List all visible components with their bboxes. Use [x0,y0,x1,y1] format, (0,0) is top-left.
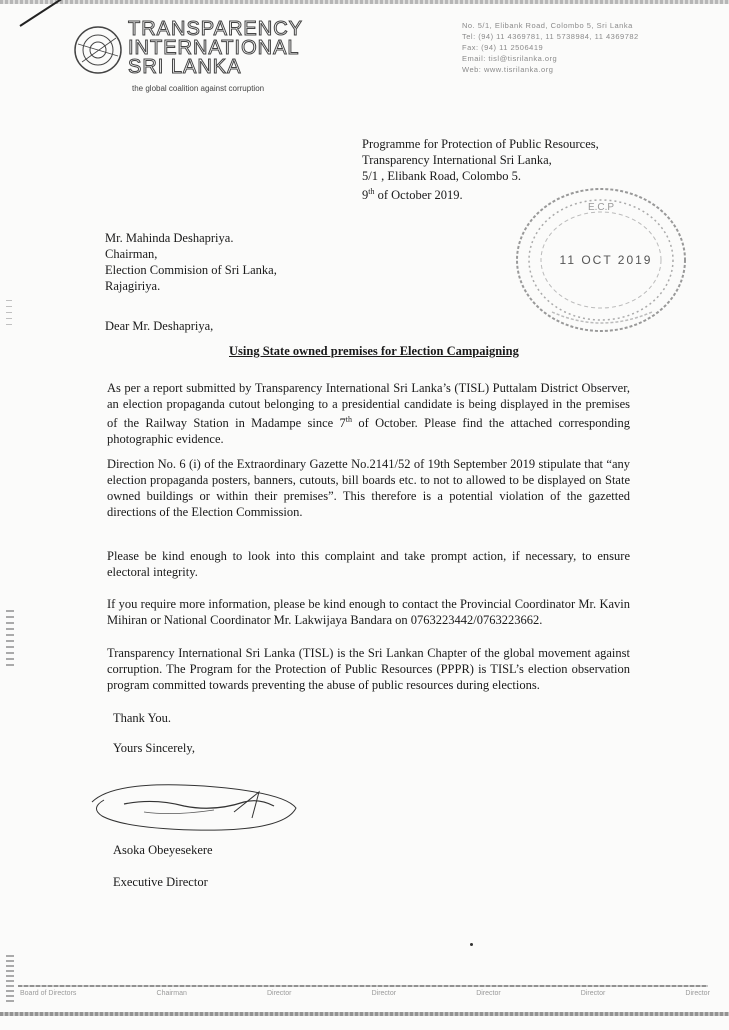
org-name-line1: TRANSPARENCY [128,18,303,40]
footer-item: Director [685,990,710,997]
date-day: 9 [362,188,369,203]
org-name-line3: SRI LANKA [128,56,242,78]
footer-item: Director [266,990,292,997]
letterhead-logo [72,18,312,98]
signer-name: Asoka Obeyesekere [113,843,213,857]
date-suffix: th [368,187,375,196]
recipient-name: Mr. Mahinda Deshapriya. [105,231,234,245]
scan-speck [470,943,473,946]
received-stamp-icon [512,184,690,336]
closing-yours: Yours Sincerely, [113,741,195,755]
signer-title: Executive Director [113,875,208,889]
body-paragraph-5: Transparency International Sri Lanka (TISL) is the Sri Lankan Chapter of the global movement against corruption. The Program for the Protection of Public Resources (PPPR) is TISL’s election observation program committed towards preventing the abuse of public resources during elections. [107,646,630,692]
footer-divider [18,985,708,987]
date-rest: of October 2019. [374,188,463,203]
p1-superscript: th [345,415,353,424]
letterhead-contact [462,20,692,75]
footer-item: Director [580,990,606,997]
body-paragraph-4: If you require more information, please be kind enough to contact the Provincial Coordinator Mr. Kavin Mihiran or National Coordinator Mr. Lakwijaya Bandara on 0763223442/0763223662. [107,597,630,627]
footer-item: Director [476,990,501,997]
ti-logo-icon [72,24,124,76]
sender-line2: Transparency International Sri Lanka, [362,153,552,167]
sender-line3: 5/1 , Elibank Road, Colombo 5. [362,169,522,183]
org-name [128,20,303,77]
contact-tel: Tel: (94) 11 4369781, 11 5738984, 11 4369782 [462,32,639,41]
contact-fax: Fax: (94) 11 2506419 [462,43,544,52]
pen-mark [19,0,70,27]
salutation: Dear Mr. Deshapriya, [105,319,214,333]
org-name-line2: INTERNATIONAL [128,37,300,59]
scan-bottom-edge [0,1012,729,1016]
footer-item: Board of Directors [20,990,77,997]
body-paragraph-3: Please be kind enough to look into this complaint and take prompt action, if necessary, to ensure electoral integrity. [107,549,630,579]
p1-text-a: As per a report submitted by Transparency International Sri Lanka’s (TISL) Puttalam District Observer, an election propaganda cutout belonging to a presidential candidate is being displayed in the premises of the Railway Station in Madampe since 7 [107,381,630,431]
scan-margin-marks [6,955,14,1005]
scan-margin-marks [6,300,12,330]
recipient-address [105,230,277,294]
closing-thanks: Thank You. [113,711,171,725]
recipient-position: Chairman, [105,247,158,261]
body-paragraph-1 [107,380,630,447]
stamp-top-text: E.C.P [587,202,615,213]
contact-address: No. 5/1, Elibank Road, Colombo 5, Sri Lanka [462,21,633,30]
letter-subject: Using State owned premises for Election Campaigning [229,344,519,358]
contact-email: Email: tisl@tisrilanka.org [462,54,558,63]
recipient-organisation: Election Commision of Sri Lanka, [105,263,277,277]
scan-top-edge [0,0,729,4]
footer-item: Director [371,990,397,997]
body-paragraph-2: Direction No. 6 (i) of the Extraordinary Gazette No.2141/52 of 19th September 2019 stipulate that “any election propaganda posters, banners, cutouts, bill boards etc. to not to allowed to be displayed on State owned buildings or within their premises”. This therefore is a potential violation of the gazetted directions of the Election Commission. [107,457,630,519]
footer-directors [20,990,710,1004]
stamp-date: 11 OCT 2019 [559,253,653,267]
recipient-location: Rajagiriya. [105,279,161,293]
p1-text-b: of October. Please find the attached corresponding photographic evidence. [107,416,630,447]
footer-item: Chairman [156,990,187,997]
sender-line1: Programme for Protection of Public Resources, [362,137,599,151]
scan-margin-marks [6,610,14,670]
org-tagline: the global coalition against corruption [132,84,265,93]
signature-icon [84,772,304,842]
contact-web: Web: www.tisrilanka.org [462,65,554,74]
